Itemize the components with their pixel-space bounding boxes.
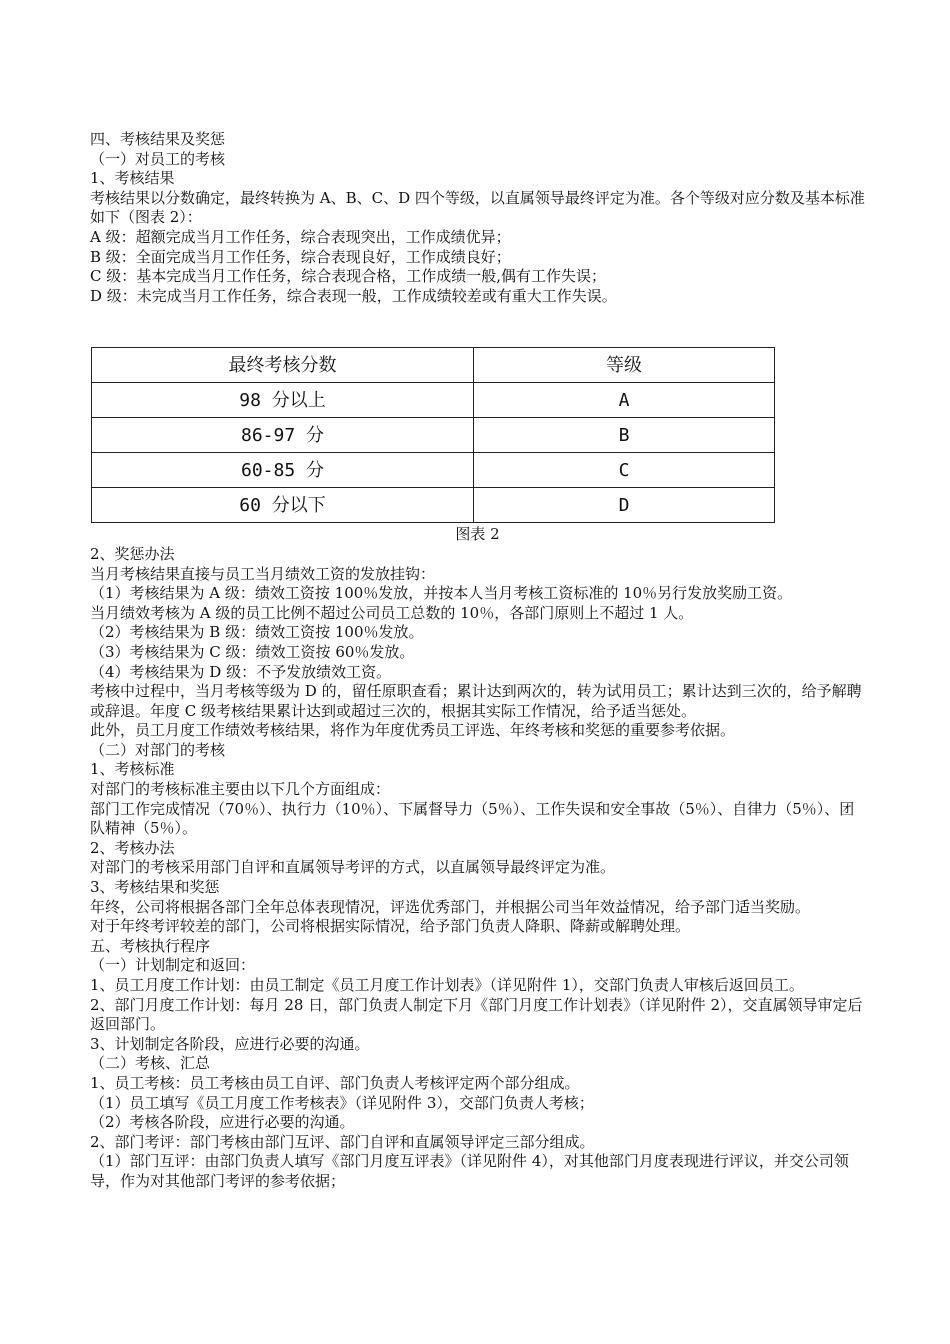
rewards-item-3: （3）考核结果为 C 级：绩效工资按 60％发放。	[90, 642, 415, 661]
grade-cell: A	[474, 383, 775, 418]
result-intro: 考核结果以分数确定，最终转换为 A、B、C、D 四个等级，以直属领导最终评定为准。各个等级对应分数及基本标准如下（图表 2）：	[90, 188, 865, 227]
dept-standard-items: 部门工作完成情况（70％）、执行力（10％）、下属督导力（5％）、工作失误和安全事故（5％）、自律力（5％）、团队精神（5％）。	[90, 799, 855, 838]
result-title: 1、考核结果	[90, 169, 175, 188]
summary-title: （二）考核、汇总	[90, 1054, 211, 1073]
grade-d: D 级：未完成当月工作任务，综合表现一般，工作成绩较差或有重大工作失误。	[90, 286, 617, 305]
plan-item-1: 1、员工月度工作计划：由员工制定《员工月度工作计划表》（详见附件 1），交部门负责人审核后返回员工。	[90, 976, 804, 994]
dept-eval-item-1: （1）部门互评：由部门负责人填写《部门月度互评表》（详见附件 4），对其他部门月度表现进行评议，并交公司领导，作为对其他部门考评的参考依据；	[90, 1152, 849, 1190]
dept-standard-title: 1、考核标准	[90, 760, 175, 779]
table-row	[92, 453, 775, 488]
dept-result-title: 3、考核结果和奖惩	[90, 878, 220, 897]
grade-b: B 级：全面完成当月工作任务，综合表现良好，工作成绩良好；	[90, 247, 511, 266]
grade-cell: B	[474, 418, 775, 453]
dept-result-text-2: 对于年终考评较差的部门，公司将根据实际情况，给予部门负责人降职、降薪或解聘处理。	[90, 917, 691, 936]
rewards-title: 2、奖惩办法	[90, 544, 175, 563]
dept-result-text-1: 年终，公司将根据各部门全年总体表现情况，评选优秀部门，并根据公司当年效益情况，给予部门适当奖励。	[90, 897, 811, 916]
dept-evaluation-title: （二）对部门的考核	[90, 740, 226, 759]
table-header-row	[92, 348, 775, 383]
grade-cell: C	[474, 453, 775, 488]
rewards-item-4: （4）考核结果为 D 级：不予发放绩效工资。	[90, 662, 392, 681]
rewards-paragraph-1: 考核中过程中，当月考核等级为 D 的，留任原职查看；累计达到两次的，转为试用员工；累计达到三次的，给予解聘或辞退。年度 C 级考核结果累计达到或超过三次的，根据其实际工作情况，给予适当惩处。	[90, 682, 862, 720]
table-row	[92, 383, 775, 418]
plan-title: （一）计划制定和返回：	[90, 956, 256, 975]
dept-eval: 2、部门考评：部门考核由部门互评、部门自评和直属领导评定三部分组成。	[90, 1132, 595, 1151]
employee-eval: 1、员工考核：员工考核由员工自评、部门负责人考核评定两个部分组成。	[90, 1073, 580, 1092]
score-cell: 60-85 分	[92, 453, 474, 488]
score-cell: 86-97 分	[92, 418, 474, 453]
section-4-heading: 四、考核结果及奖惩	[90, 130, 226, 148]
grade-table	[91, 347, 775, 523]
rewards-paragraph-2: 此外，员工月度工作绩效考核结果，将作为年度优秀员工评选、年终考核和奖惩的重要参考依据。	[90, 721, 736, 740]
rewards-item-2: （2）考核结果为 B 级：绩效工资按 100％发放。	[90, 623, 424, 642]
plan-item-2: 2、部门月度工作计划：每月 28 日，部门负责人制定下月《部门月度工作计划表》（详见附件 2），交直属领导审定后返回部门。	[90, 995, 863, 1034]
table-row	[92, 418, 775, 453]
table-caption: 图表 2	[455, 525, 500, 544]
rewards-intro: 当月考核结果直接与员工当月绩效工资的发放挂钩：	[90, 564, 436, 583]
employee-eval-item-1: （1）员工填写《员工月度工作考核表》（详见附件 3），交部门负责人考核；	[90, 1093, 594, 1112]
header-grade: 等级	[474, 348, 775, 383]
rewards-item-1: （1）考核结果为 A 级：绩效工资按 100％发放，并按本人当月考核工资标准的 10％另行发放奖励工资。	[90, 584, 793, 603]
document-page	[90, 130, 865, 1192]
header-score: 最终考核分数	[92, 348, 474, 383]
dept-standard-intro: 对部门的考核标准主要由以下几个方面组成：	[90, 780, 391, 799]
rewards-item-1-note: 当月绩效考核为 A 级的员工比例不超过公司员工总数的 10％，各部门原则上不超过 1 人。	[90, 603, 694, 622]
section-5-heading: 五、考核执行程序	[90, 936, 211, 955]
grade-cell: D	[474, 488, 775, 523]
score-cell: 60 分以下	[92, 488, 474, 523]
dept-method-text: 对部门的考核采用部门自评和直属领导考评的方式，以直属领导最终评定为准。	[90, 858, 616, 877]
table-row	[92, 488, 775, 523]
plan-item-3: 3、计划制定各阶段，应进行必要的沟通。	[90, 1034, 370, 1053]
score-cell: 98 分以上	[92, 383, 474, 418]
grade-c: C 级：基本完成当月工作任务，综合表现合格，工作成绩一般,偶有工作失误；	[90, 267, 607, 286]
grade-a: A 级：超额完成当月工作任务，综合表现突出，工作成绩优异；	[90, 227, 511, 246]
staff-evaluation-title: （一）对员工的考核	[90, 149, 226, 168]
employee-eval-item-2: （2）考核各阶段，应进行必要的沟通。	[90, 1113, 355, 1132]
dept-method-title: 2、考核办法	[90, 838, 175, 857]
